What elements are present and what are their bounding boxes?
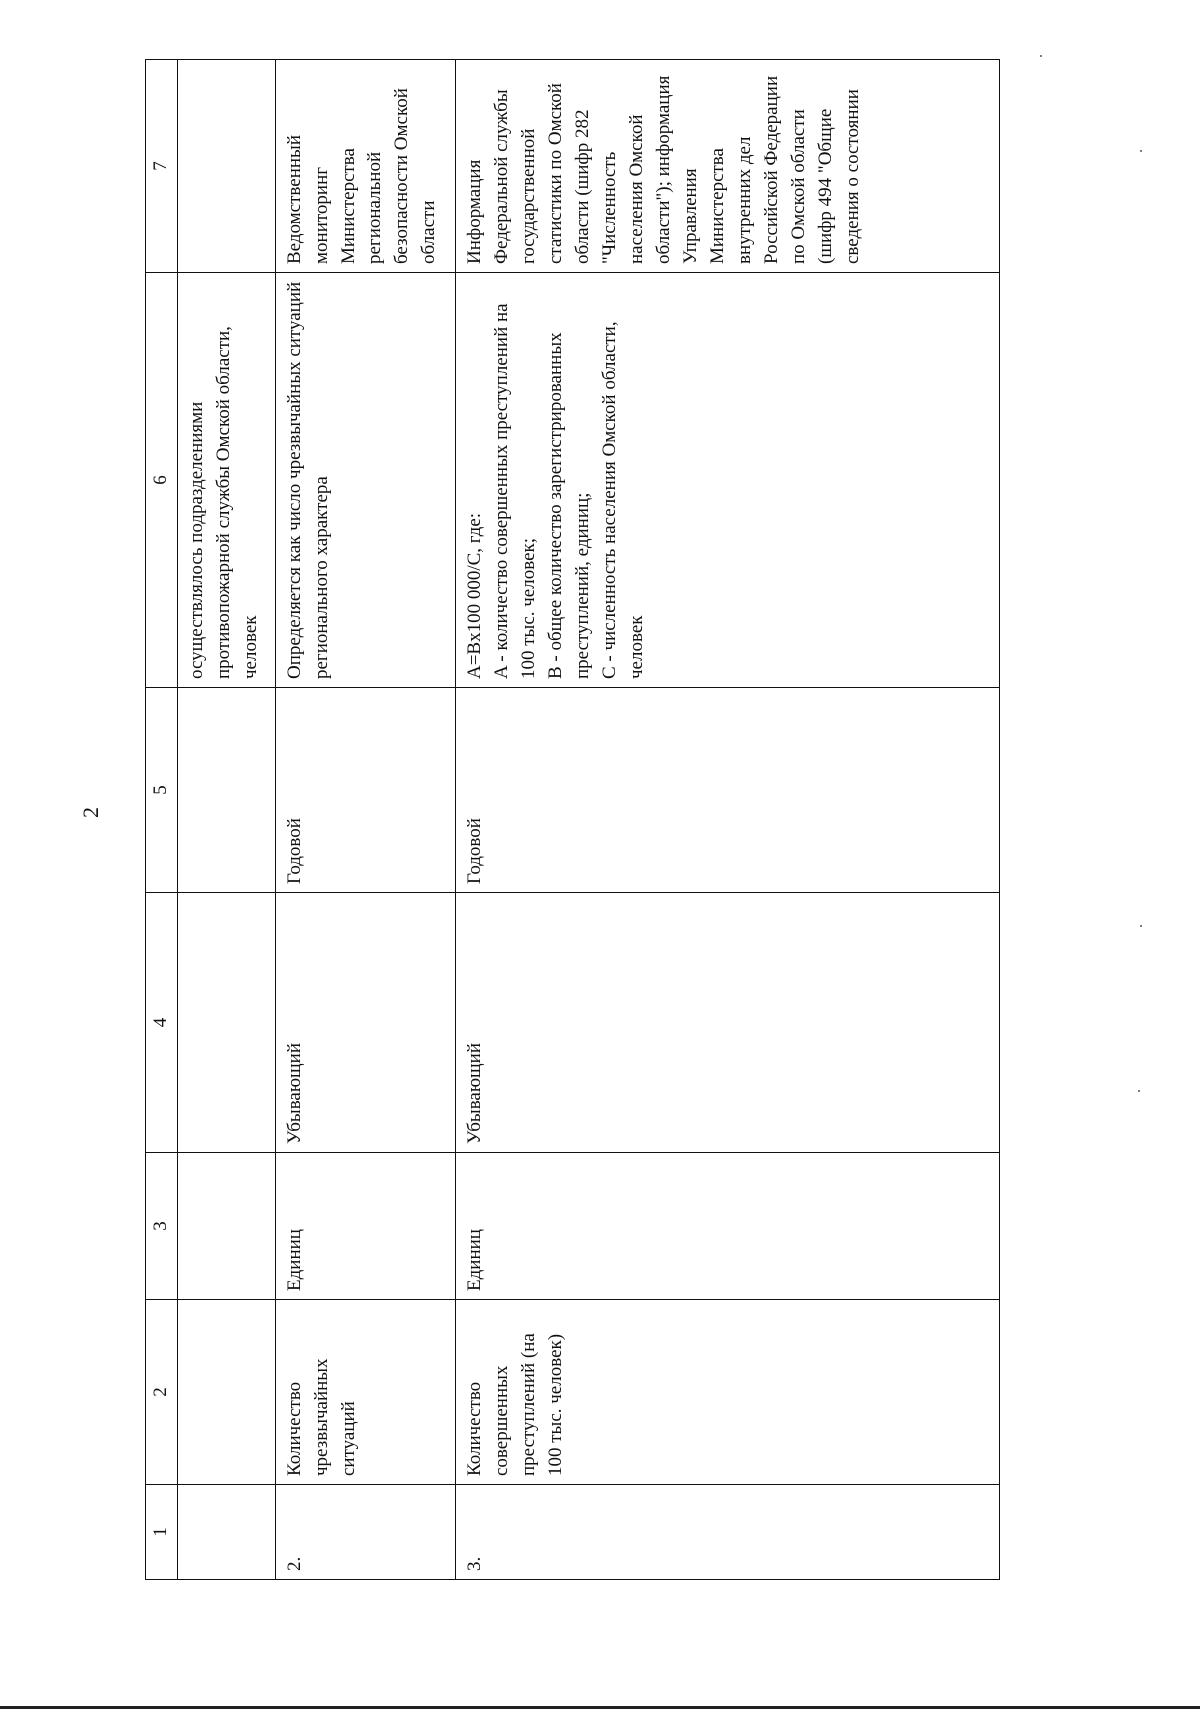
cell-source <box>178 60 275 273</box>
cell-indicator-name: Количество чрезвычайных ситуаций <box>275 1300 456 1485</box>
scan-speck <box>1140 150 1142 152</box>
cell-trend: Убывающий <box>456 893 1000 1153</box>
column-number-3: 3 <box>146 1153 178 1300</box>
column-number-4: 4 <box>146 893 178 1153</box>
column-number-1: 1 <box>146 1485 178 1580</box>
page-number: 2 <box>78 807 103 818</box>
cell-period: Годовой <box>456 688 1000 893</box>
cell-method: Определяется как число чрезвычайных ситуаций регионального характера <box>275 273 456 688</box>
column-number-5: 5 <box>146 688 178 893</box>
table-row-crimes <box>456 60 1000 1580</box>
scan-edge-line <box>0 1706 1200 1709</box>
cell-trend <box>178 893 275 1153</box>
rotated-table-container <box>145 60 1000 1580</box>
scan-speck <box>1140 925 1142 927</box>
cell-source: Информация Федеральной службы государственной статистики по Омской области (шифр 282 "Численность населения Омской области"); информация Управления Министерства внутренних дел Российской Федерации по Омской области (шифр 494 "Общие сведения о состоянии <box>456 60 1000 273</box>
column-number-6: 6 <box>146 273 178 688</box>
cell-row-number: 2. <box>275 1485 456 1580</box>
cell-method: A=Bx100 000/C, где: A - количество совершенных преступлений на 100 тыс. человек; B - общее количество зарегистрированных преступлений, единиц; C - численность населения Омской области, человек <box>456 273 1000 688</box>
cell-row-number: 3. <box>456 1485 1000 1580</box>
cell-indicator-name <box>178 1300 275 1485</box>
scan-speck <box>1138 1090 1140 1092</box>
cell-period <box>178 688 275 893</box>
cell-period: Годовой <box>275 688 456 893</box>
table-row-emergencies <box>275 60 456 1580</box>
table-header-row <box>146 60 178 1580</box>
cell-unit: Единиц <box>456 1153 1000 1300</box>
cell-trend: Убывающий <box>275 893 456 1153</box>
cell-unit: Единиц <box>275 1153 456 1300</box>
column-number-7: 7 <box>146 60 178 273</box>
table-row-continuation <box>178 60 275 1580</box>
cell-indicator-name: Количество совершенных преступлений (на 100 тыс. человек) <box>456 1300 1000 1485</box>
cell-row-number <box>178 1485 275 1580</box>
cell-method: осуществлялось подразделениями противопожарной службы Омской области, человек <box>178 273 275 688</box>
cell-unit <box>178 1153 275 1300</box>
indicators-table <box>145 59 1000 1580</box>
scan-speck <box>1040 55 1042 57</box>
column-number-2: 2 <box>146 1300 178 1485</box>
cell-source: Ведомственный мониторинг Министерства региональной безопасности Омской области <box>275 60 456 273</box>
